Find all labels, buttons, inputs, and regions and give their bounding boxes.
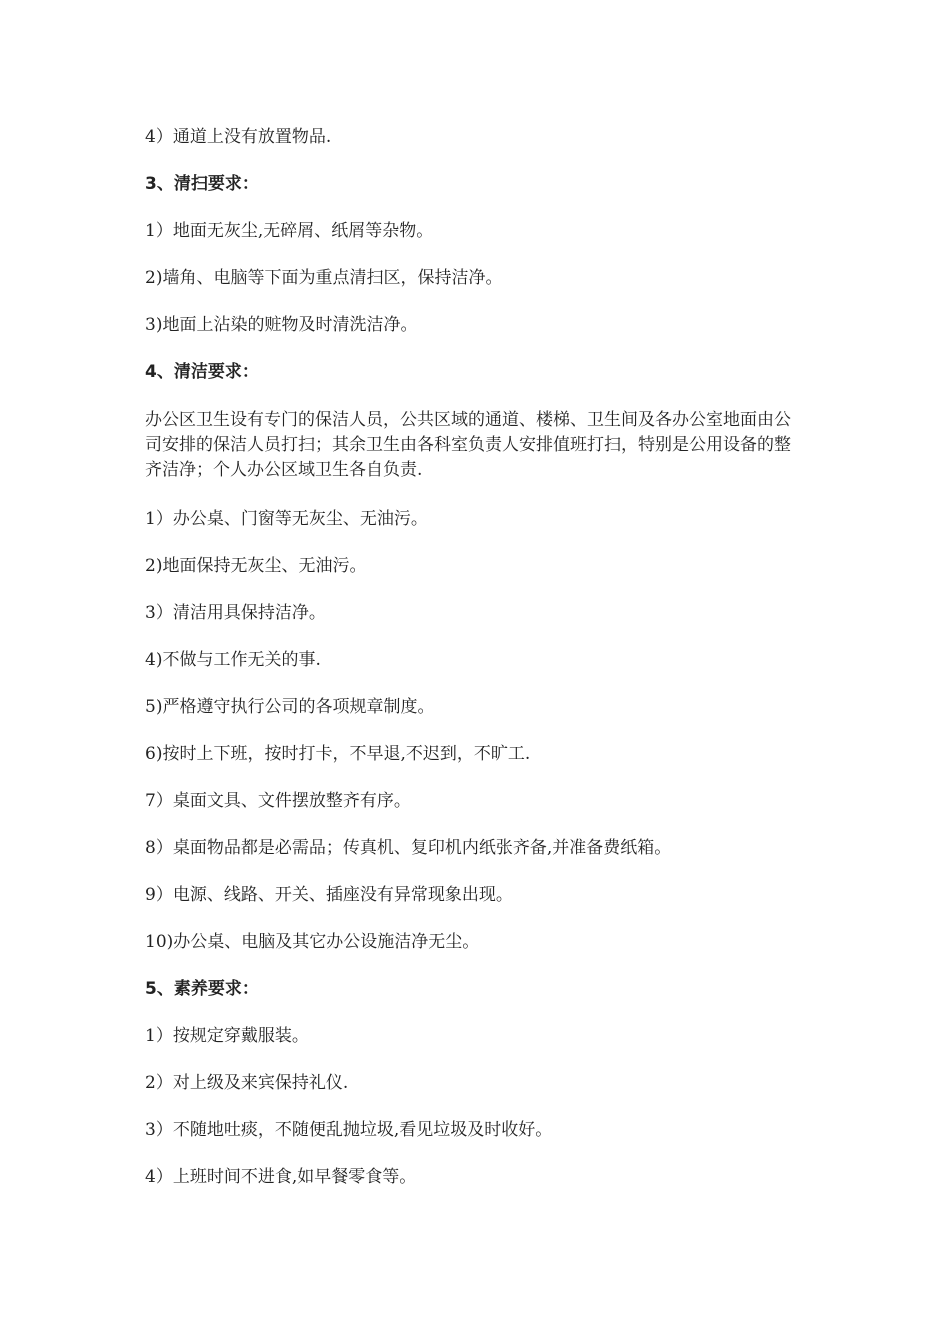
list-item: 2)墙角、电脑等下面为重点清扫区，保持洁净。 [145, 268, 503, 288]
list-item: 1）办公桌、门窗等无灰尘、无油污。 [145, 509, 428, 529]
list-item: 3）清洁用具保持洁净。 [145, 603, 326, 623]
list-item: 4）通道上没有放置物品. [145, 127, 332, 147]
list-item: 10)办公桌、电脑及其它办公设施洁净无尘。 [145, 932, 480, 952]
list-item: 6)按时上下班，按时打卡，不早退,不迟到，不旷工. [145, 744, 531, 764]
list-item: 9）电源、线路、开关、插座没有异常现象出现。 [145, 885, 513, 905]
list-item: 3）不随地吐痰，不随便乱抛垃圾,看见垃圾及时收好。 [145, 1120, 553, 1140]
section-heading-tidiness: 4、清洁要求： [145, 362, 259, 382]
list-item: 8）桌面物品都是必需品；传真机、复印机内纸张齐备,并准备费纸箱。 [145, 838, 672, 858]
list-item: 5)严格遵守执行公司的各项规章制度。 [145, 697, 435, 717]
document-body [145, 126, 805, 1213]
list-item: 1）地面无灰尘,无碎屑、纸屑等杂物。 [145, 221, 434, 241]
section-paragraph: 办公区卫生设有专门的保洁人员，公共区域的通道、楼梯、卫生间及各办公室地面由公司安排的保洁人员打扫；其余卫生由各科室负责人安排值班打扫，特别是公用设备的整齐洁净；个人办公区域卫生各自负责. [145, 410, 791, 480]
list-item: 4）上班时间不进食,如早餐零食等。 [145, 1167, 417, 1187]
list-item: 4)不做与工作无关的事. [145, 650, 321, 670]
list-item: 2）对上级及来宾保持礼仪. [145, 1073, 349, 1093]
section-heading-manners: 5、素养要求： [145, 979, 259, 999]
section-heading-cleaning: 3、清扫要求： [145, 174, 259, 194]
list-item: 1）按规定穿戴服装。 [145, 1026, 309, 1046]
list-item: 7）桌面文具、文件摆放整齐有序。 [145, 791, 411, 811]
list-item: 2)地面保持无灰尘、无油污。 [145, 556, 367, 576]
list-item: 3)地面上沾染的赃物及时清洗洁净。 [145, 315, 418, 335]
